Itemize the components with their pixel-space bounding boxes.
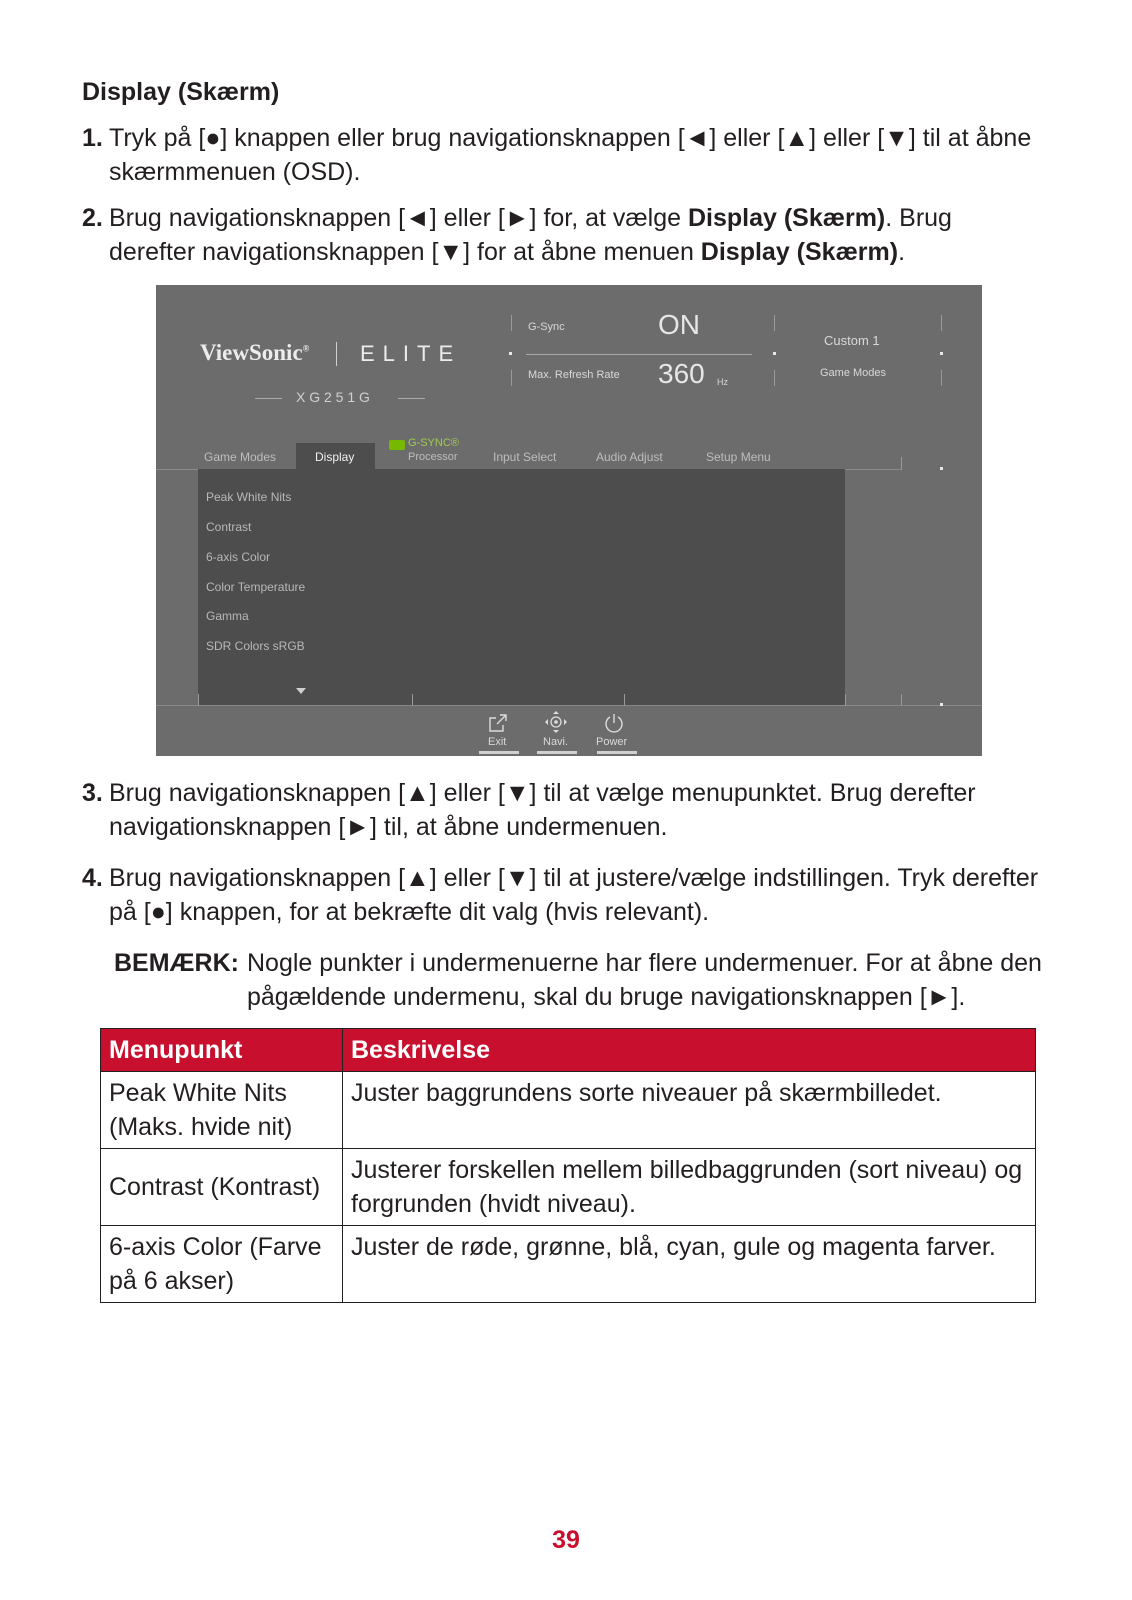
status-tick <box>511 315 512 331</box>
bottom-dot <box>940 703 943 706</box>
step-4 <box>82 861 1042 929</box>
exit-button[interactable] <box>478 706 518 756</box>
tab-gsync[interactable]: G-SYNC® <box>408 437 459 449</box>
tab-display[interactable]: Display <box>315 450 355 464</box>
refresh-label: Max. Refresh Rate <box>528 369 620 381</box>
cell-description: Justerer forskellen mellem billedbaggrunden (sort niveau) og forgrunden (hvidt niveau). <box>343 1149 1036 1226</box>
cell-item: Contrast (Kontrast) <box>101 1149 343 1226</box>
bottom-tick <box>198 694 199 706</box>
tab-game-modes[interactable]: Game Modes <box>204 450 277 464</box>
menu-item-peak-white-nits[interactable]: Peak White Nits <box>206 490 292 504</box>
tab-gsync-sub: Processor <box>408 451 458 463</box>
step-number: 1. <box>82 124 103 152</box>
step-text-part: . Brug derefter navigationsknappen [▼] for at åbne menuen <box>109 204 952 266</box>
step-number: 3. <box>82 779 103 807</box>
step-text-part: . <box>898 238 906 266</box>
status-dot <box>773 352 776 355</box>
exit-underbar <box>479 751 519 754</box>
brand-mark: ® <box>302 343 310 354</box>
step-3 <box>82 776 1042 844</box>
game-modes-caption: Game Modes <box>820 367 887 379</box>
osd-series-logo: ELITE <box>360 341 462 366</box>
header-beskrivelse: Beskrivelse <box>343 1029 1036 1072</box>
step-text-bold: Display (Skærm) <box>700 238 899 266</box>
navigation-icon <box>543 709 569 735</box>
step-text: Brug navigationsknappen [▲] eller [▼] til at justere/vælge indstillingen. Tryk derefter på [●] knappen, for at bekræfte dit valg (hvis relevant). <box>109 864 1039 926</box>
menu-item-6-axis-color[interactable]: 6-axis Color <box>206 550 271 564</box>
status-dot <box>509 352 512 355</box>
page-number: 39 <box>552 1526 580 1554</box>
tab-input-select[interactable]: Input Select <box>493 450 557 464</box>
scroll-down-icon[interactable] <box>296 688 306 694</box>
power-label: Power <box>596 736 628 748</box>
step-2 <box>82 201 1042 269</box>
panel-dot <box>940 467 943 470</box>
refresh-value: 360 <box>658 358 705 389</box>
menu-item-gamma[interactable]: Gamma <box>206 609 249 623</box>
osd-screenshot <box>156 285 982 756</box>
navi-button[interactable] <box>536 706 576 756</box>
brand-name: ViewSonic <box>200 340 303 365</box>
status-tick <box>774 370 775 386</box>
panel-tick <box>901 457 902 470</box>
step-text-part: Brug navigationsknappen [◄] eller [►] for, at vælge <box>109 204 688 232</box>
power-button[interactable] <box>592 706 636 756</box>
table-row <box>101 1149 1036 1226</box>
header-menupunkt: Menupunkt <box>101 1029 343 1072</box>
refresh-unit: Hz <box>717 377 728 387</box>
cell-item: Peak White Nits (Maks. hvide nit) <box>101 1072 343 1149</box>
section-heading: Display (Skærm) <box>82 78 280 106</box>
status-tick <box>774 315 775 331</box>
note <box>114 946 1054 1014</box>
step-1 <box>82 121 1042 189</box>
status-dot <box>940 352 943 355</box>
bottom-tick <box>901 694 902 706</box>
logo-divider <box>336 342 337 366</box>
navi-label: Navi. <box>543 736 569 748</box>
table-row <box>101 1072 1036 1149</box>
bottom-tick <box>624 694 625 706</box>
step-text: Tryk på [●] knappen eller brug navigationsknappen [◄] eller [▲] eller [▼] til at åbne skærmmenuen (OSD). <box>109 124 1032 186</box>
navi-underbar <box>537 751 577 754</box>
status-divider <box>526 354 752 355</box>
step-text <box>109 201 1042 269</box>
cell-description: Juster de røde, grønne, blå, cyan, gule og magenta farver. <box>343 1226 1036 1303</box>
step-number: 2. <box>82 204 103 232</box>
bottom-tick <box>412 694 413 706</box>
nvidia-icon <box>389 440 405 450</box>
status-tick <box>941 315 942 331</box>
osd-brand-logo <box>200 340 309 366</box>
cell-item: 6-axis Color (Farve på 6 akser) <box>101 1226 343 1303</box>
menu-item-contrast[interactable]: Contrast <box>206 520 252 534</box>
bottom-tick <box>845 694 846 706</box>
menu-item-sdr-colors[interactable]: SDR Colors sRGB <box>206 639 305 653</box>
step-number: 4. <box>82 864 103 892</box>
step-text-bold: Display (Skærm) <box>687 204 886 232</box>
exit-label: Exit <box>488 736 507 748</box>
table-row <box>101 1226 1036 1303</box>
menu-item-color-temperature[interactable]: Color Temperature <box>206 580 306 594</box>
power-underbar <box>597 751 637 754</box>
note-text: Nogle punkter i undermenuerne har flere undermenuer. For at åbne den pågældende undermenu, skal du bruge navigationsknappen [►]. <box>247 949 1042 1011</box>
tab-audio-adjust[interactable]: Audio Adjust <box>596 450 663 464</box>
gsync-value: ON <box>658 309 700 340</box>
custom-mode: Custom 1 <box>824 333 880 348</box>
table-header-row <box>101 1029 1036 1072</box>
power-icon <box>602 711 626 735</box>
model-rule-right <box>398 398 425 399</box>
osd-model: X G 2 5 1 G <box>296 389 370 405</box>
exit-icon <box>486 711 510 735</box>
cell-description: Juster baggrundens sorte niveauer på skærmbilledet. <box>343 1072 1036 1149</box>
status-tick <box>941 370 942 386</box>
tab-setup-menu[interactable]: Setup Menu <box>706 450 771 464</box>
note-label: BEMÆRK: <box>114 949 239 977</box>
menu-items-table <box>100 1028 1036 1303</box>
step-text: Brug navigationsknappen [▲] eller [▼] til at vælge menupunktet. Brug derefter navigationsknappen [►] til, at åbne undermenuen. <box>109 779 976 841</box>
status-tick <box>511 370 512 386</box>
model-rule-left <box>255 398 282 399</box>
gsync-label: G-Sync <box>528 321 565 333</box>
